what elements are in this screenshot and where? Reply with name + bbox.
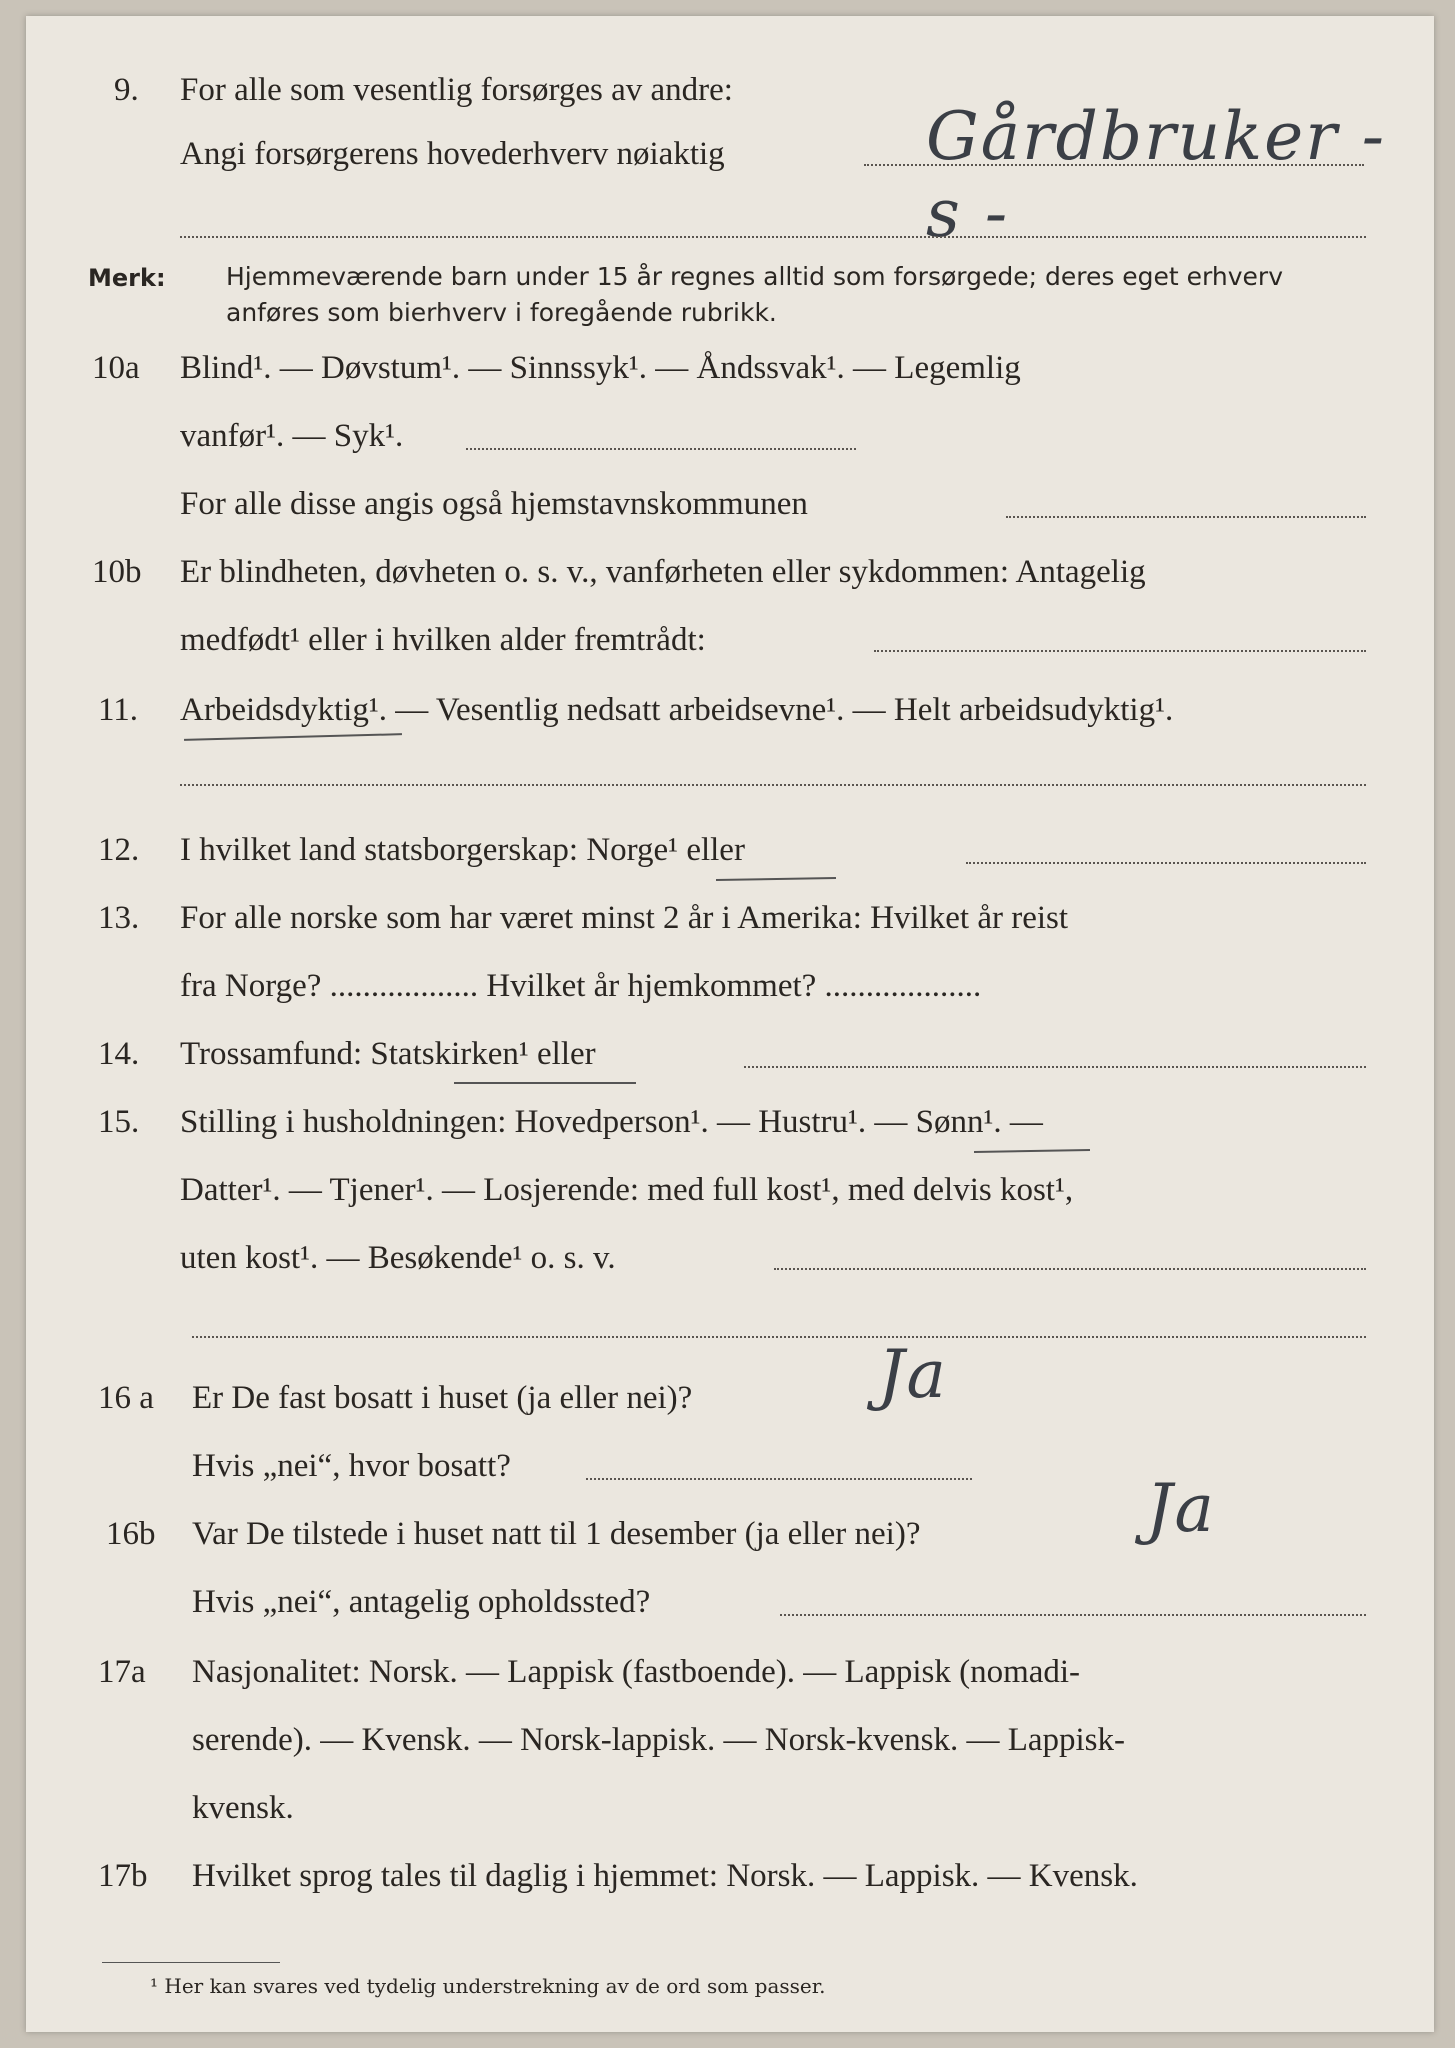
q10b-line1: Er blindheten, døvheten o. s. v., vanførheten eller sykdommen: Antagelig <box>180 554 1146 590</box>
q17b-number: 17b <box>98 1858 148 1894</box>
footnote-text: ¹ Her kan svares ved tydelig understrekning av de ord som passer. <box>150 1974 826 1998</box>
q16b-line1: Var De tilstede i huset natt til 1 desember (ja eller nei)? <box>192 1516 921 1552</box>
q17a-line3: kvensk. <box>192 1790 294 1826</box>
q9-number: 9. <box>114 72 139 108</box>
q15-number: 15. <box>98 1104 140 1140</box>
merk-label: Merk: <box>88 264 166 292</box>
q17a-line1: Nasjonalitet: Norsk. — Lappisk (fastboende). — Lappisk (nomadi- <box>192 1654 1081 1690</box>
q11-line1: Arbeidsdyktig¹. — Vesentlig nedsatt arbeidsevne¹. — Helt arbeidsudyktig¹. <box>180 692 1174 728</box>
merk-line1: Hjemmeværende barn under 15 år regnes alltid som forsørgede; deres eget erhverv <box>226 262 1283 291</box>
q9-line1: For alle som vesentlig forsørges av andre: <box>180 72 733 108</box>
q12-dots <box>966 862 1366 864</box>
q14-line1: Trossamfund: Statskirken¹ eller <box>180 1036 596 1072</box>
q10a-line2: vanfør¹. — Syk¹. <box>180 418 404 454</box>
q10b-line2: medfødt¹ eller i hvilken alder fremtrådt: <box>180 622 706 658</box>
merk-line2: anføres som bierhverv i foregående rubrikk. <box>226 298 777 327</box>
q17b-line1: Hvilket sprog tales til daglig i hjemmet: Norsk. — Lappisk. — Kvensk. <box>192 1858 1138 1894</box>
q11-number: 11. <box>98 692 139 728</box>
q15-line3: uten kost¹. — Besøkende¹ o. s. v. <box>180 1240 616 1276</box>
q15-line1: Stilling i husholdningen: Hovedperson¹. — Hustru¹. — Sønn¹. — <box>180 1104 1043 1140</box>
q12-number: 12. <box>98 832 140 868</box>
q15-underline-hustru <box>974 1149 1090 1153</box>
q9-extra-line <box>180 236 1366 238</box>
q16a-line2: Hvis „nei“, hvor bosatt? <box>192 1448 511 1484</box>
q15-extra-dots <box>192 1336 1366 1338</box>
q12-underline-norge <box>716 877 836 881</box>
q16a-line1: Er De fast bosatt i huset (ja eller nei)? <box>192 1380 693 1416</box>
q10a-line3-dots <box>1006 516 1366 518</box>
q11-underline-arbeidsdyktig <box>184 733 402 741</box>
q16a-number: 16 a <box>98 1380 154 1416</box>
q13-number: 13. <box>98 900 140 936</box>
q12-line1: I hvilket land statsborgerskap: Norge¹ eller <box>180 832 745 868</box>
q10a-line3: For alle disse angis også hjemstavnskommunen <box>180 486 808 522</box>
q10a-line2-dots <box>466 448 856 450</box>
q17a-number: 17a <box>98 1654 146 1690</box>
q16a-line2-dots <box>586 1478 972 1480</box>
q13-line2: fra Norge? .................. Hvilket år hjemkommet? ................... <box>180 968 982 1004</box>
q16b-handwritten-answer: Ja <box>1146 1470 1216 1547</box>
q14-underline-statskirken <box>454 1082 636 1084</box>
q15-line2: Datter¹. — Tjener¹. — Losjerende: med full kost¹, med delvis kost¹, <box>180 1172 1074 1208</box>
q13-line1: For alle norske som har været minst 2 år i Amerika: Hvilket år reist <box>180 900 1069 936</box>
q9-handwritten-answer: Gårdbruker - s - <box>926 98 1387 252</box>
q10b-dots <box>874 650 1366 652</box>
q17a-line2: serende). — Kvensk. — Norsk-lappisk. — Norsk-kvensk. — Lappisk- <box>192 1722 1126 1758</box>
q14-dots <box>744 1066 1366 1068</box>
q16a-handwritten-answer: Ja <box>878 1336 948 1413</box>
q11-dots <box>180 784 1366 786</box>
footnote-rule <box>102 1962 280 1963</box>
census-form-page <box>26 16 1434 2032</box>
q15-line3-dots <box>774 1268 1366 1270</box>
q10a-line1: Blind¹. — Døvstum¹. — Sinnssyk¹. — Åndssvak¹. — Legemlig <box>180 350 1021 386</box>
q16b-number: 16b <box>106 1516 156 1552</box>
q10b-number: 10b <box>92 554 142 590</box>
q16b-line2-dots <box>780 1614 1366 1616</box>
q16b-line2: Hvis „nei“, antagelig opholdssted? <box>192 1584 651 1620</box>
q9-line2: Angi forsørgerens hovederhverv nøiaktig <box>180 136 725 172</box>
q14-number: 14. <box>98 1036 140 1072</box>
q10a-number: 10a <box>92 350 140 386</box>
